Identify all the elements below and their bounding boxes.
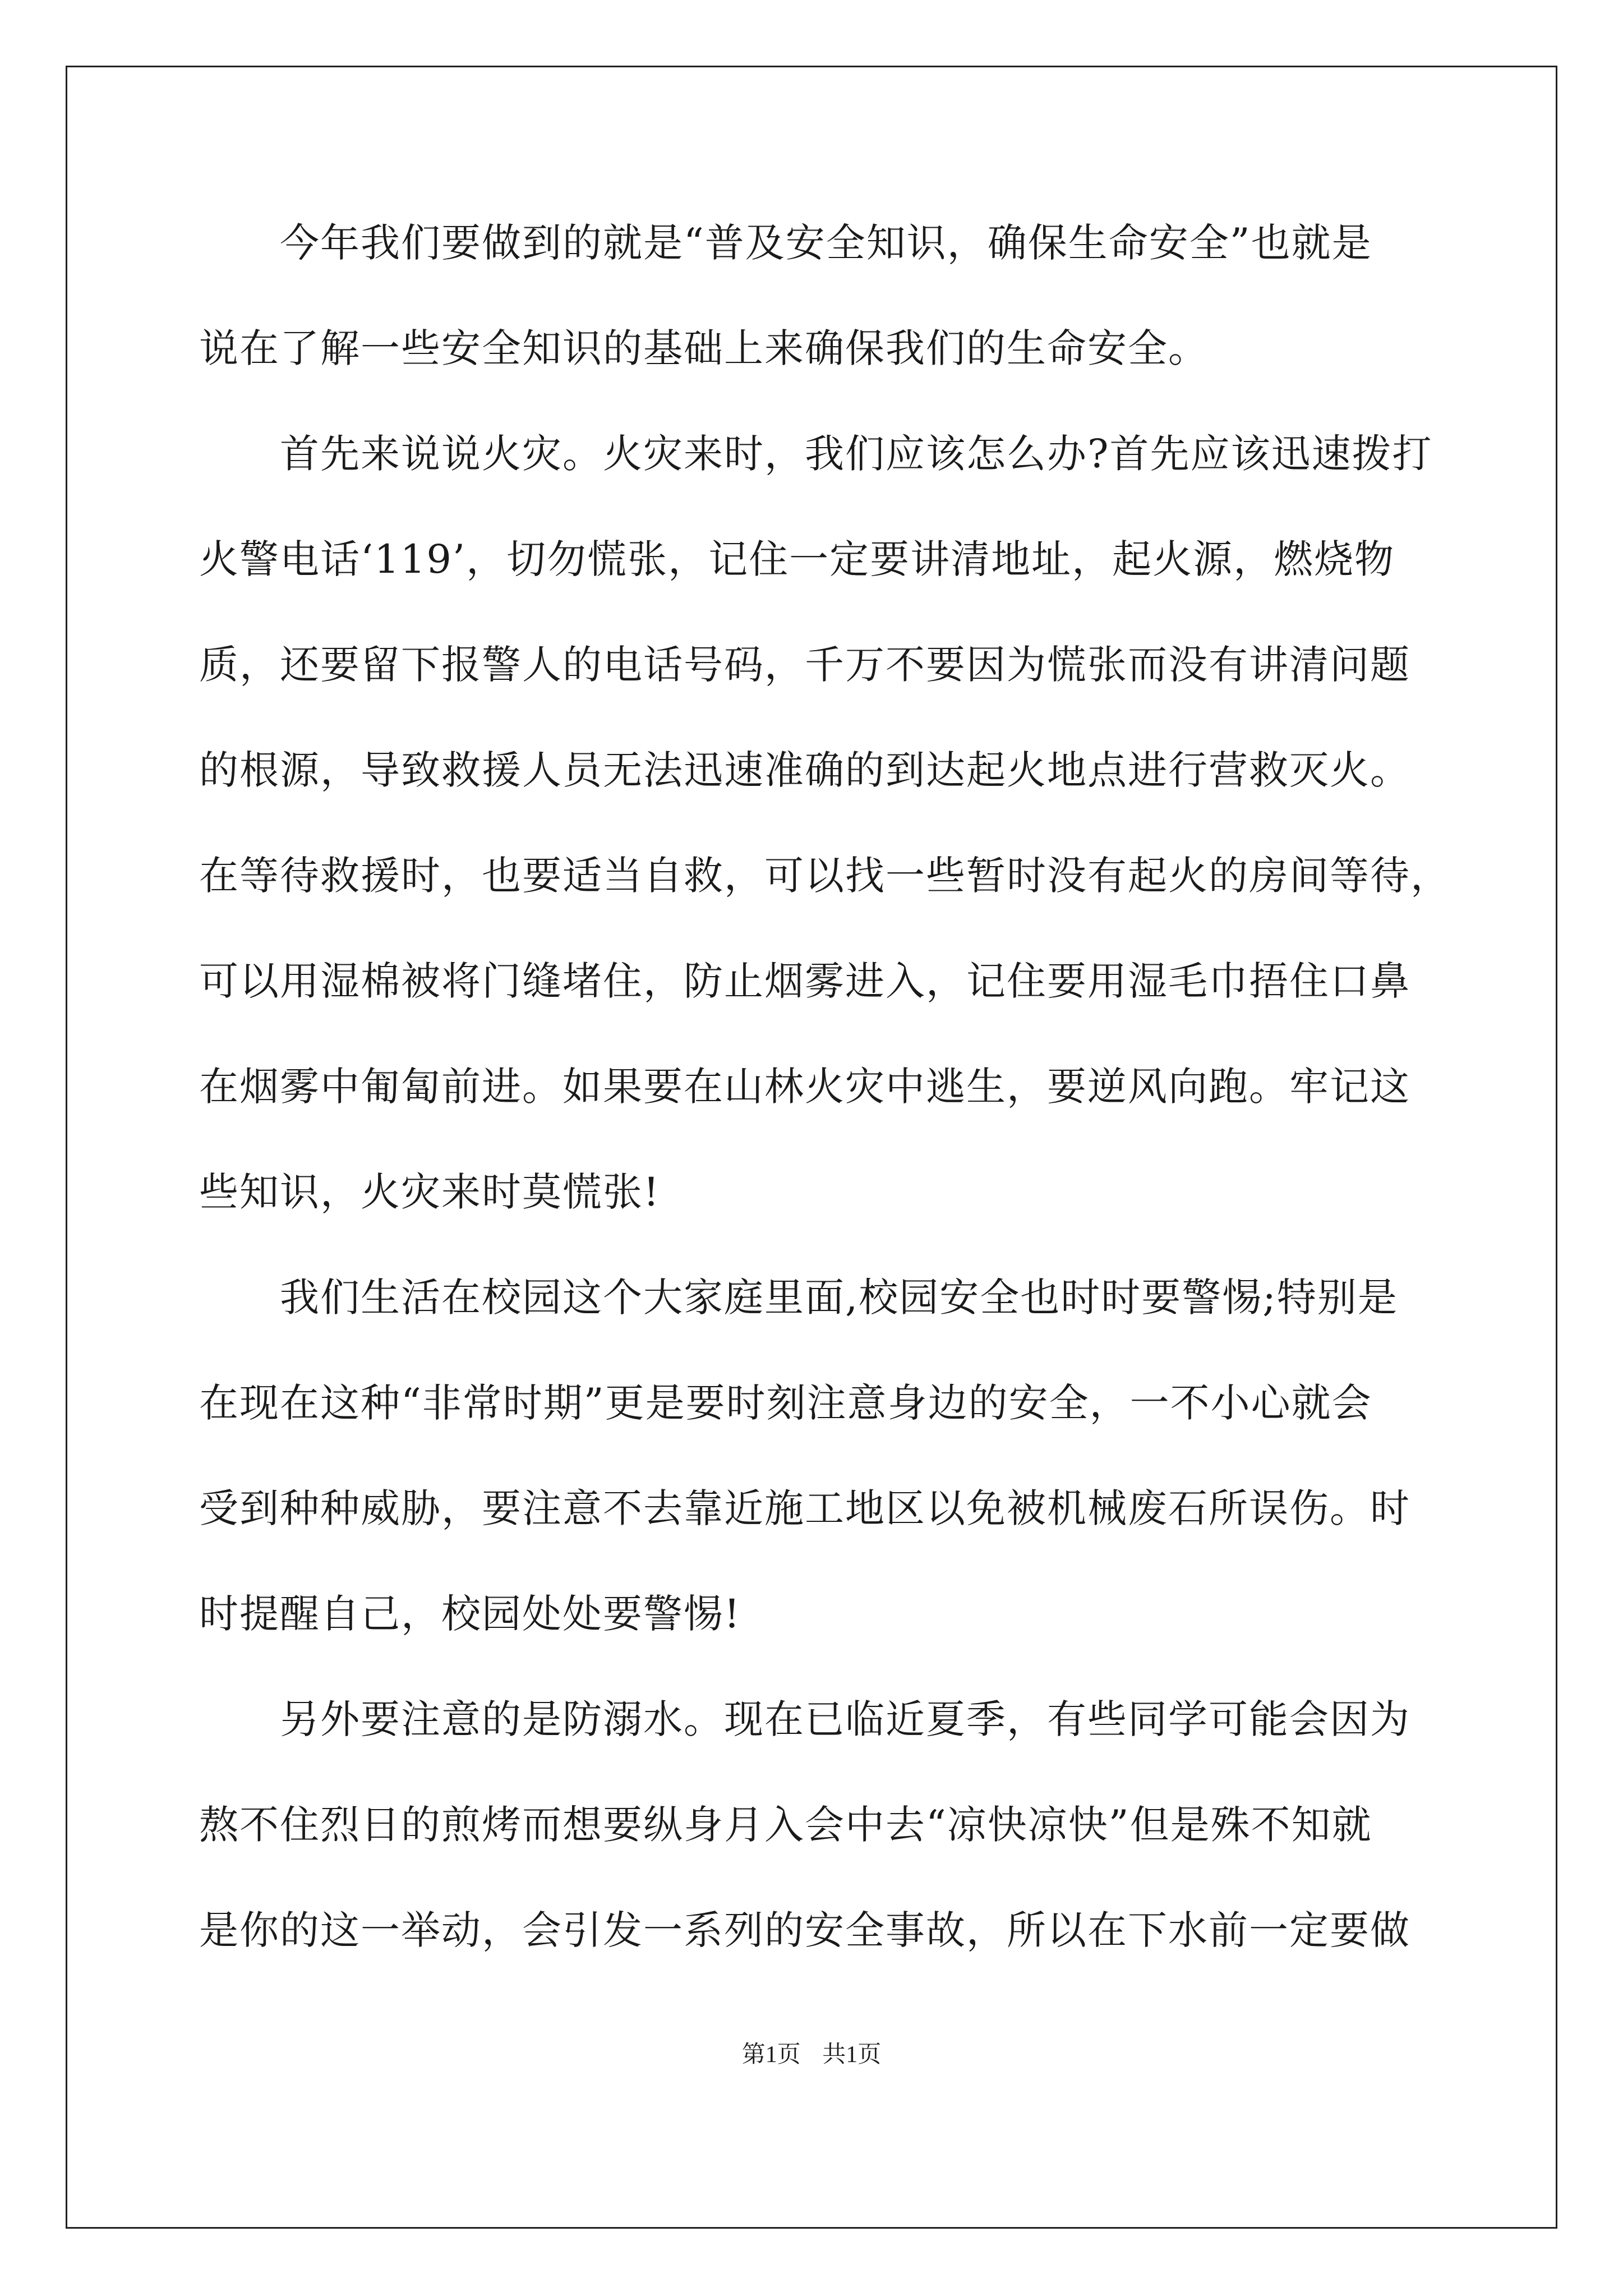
text-line: 在烟雾中匍匐前进。如果要在山林火灾中逃生，要逆风向跑。牢记这 (199, 1064, 1410, 1110)
text-line: 可以用湿棉被将门缝堵住，防止烟雾进入，记住要用湿毛巾捂住口鼻 (199, 958, 1410, 1004)
page-total: 共1页 (822, 2042, 882, 2068)
text-line: 今年我们要做到的就是“普及安全知识，确保生命安全”也就是 (199, 220, 1372, 266)
page-footer (0, 2041, 1623, 2069)
text-line: 另外要注意的是防溺水。现在已临近夏季，有些同学可能会因为 (199, 1696, 1410, 1742)
text-line: 质，还要留下报警人的电话号码，千万不要因为慌张而没有讲清问题 (199, 642, 1410, 688)
page-border (66, 66, 1557, 2229)
text-line: 受到种种威胁，要注意不去靠近施工地区以免被机械废石所误伤。时 (199, 1485, 1410, 1531)
text-line: 熬不住烈日的煎烤而想要纵身月入会中去“凉快凉快”但是殊不知就 (199, 1802, 1372, 1848)
text-line: 些知识，火灾来时莫慌张! (199, 1169, 661, 1215)
text-line: 首先来说说火灾。火灾来时，我们应该怎么办?首先应该迅速拨打 (199, 431, 1433, 477)
page-number: 第1页 (741, 2042, 801, 2068)
text-line: 在等待救援时，也要适当自救，可以找一些暂时没有起火的房间等待， (199, 853, 1451, 899)
text-line: 我们生活在校园这个大家庭里面,校园安全也时时要警惕;特别是 (199, 1274, 1398, 1320)
text-line: 的根源，导致救援人员无法迅速准确的到达起火地点进行营救灭火。 (199, 747, 1410, 793)
text-line: 火警电话‘119’，切勿慌张，记住一定要讲清地址，起火源，燃烧物 (199, 536, 1395, 582)
text-line: 是你的这一举动，会引发一系列的安全事故，所以在下水前一定要做 (199, 1907, 1410, 1953)
text-line: 说在了解一些安全知识的基础上来确保我们的生命安全。 (199, 325, 1209, 371)
text-line: 在现在这种“非常时期”更是要时刻注意身边的安全，一不小心就会 (199, 1380, 1372, 1426)
text-line: 时提醒自己，校园处处要警惕! (199, 1591, 741, 1637)
